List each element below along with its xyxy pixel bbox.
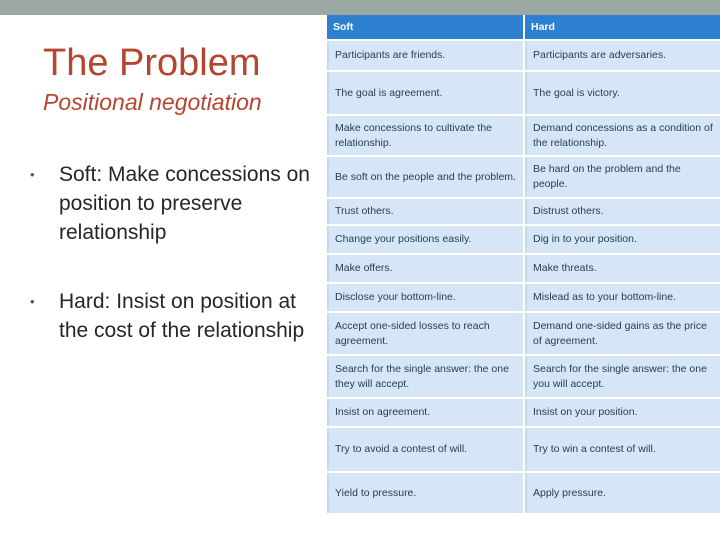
table-row <box>327 428 720 471</box>
cell-hard: Demand one-sided gains as the price of agreement. <box>525 313 720 354</box>
cell-soft: Disclose your bottom-line. <box>327 284 523 311</box>
cell-soft: Change your positions easily. <box>327 226 523 253</box>
bullet-term: Hard <box>59 290 105 313</box>
bullet-text: : Insist on position at the cost of the relationship <box>59 290 305 342</box>
cell-hard: Mislead as to your bottom-line. <box>525 284 720 311</box>
cell-hard: The goal is victory. <box>525 72 720 114</box>
table-row <box>327 473 720 513</box>
table-row <box>327 313 720 354</box>
table-row <box>327 399 720 426</box>
cell-hard: Apply pressure. <box>525 473 720 513</box>
cell-soft: Participants are friends. <box>327 41 523 70</box>
header-hard: Hard <box>525 15 720 39</box>
cell-soft: Make offers. <box>327 255 523 282</box>
cell-soft: Trust others. <box>327 199 523 224</box>
cell-hard: Dig in to your position. <box>525 226 720 253</box>
cell-soft: Be soft on the people and the problem. <box>327 157 523 197</box>
cell-soft: Search for the single answer: the one they will accept. <box>327 356 523 397</box>
bullet-dot-icon: • <box>30 167 35 182</box>
cell-hard: Insist on your position. <box>525 399 720 426</box>
cell-hard: Distrust others. <box>525 199 720 224</box>
bullet-text: : Make concessions on position to preserve relationship <box>59 163 310 244</box>
bullet-term: Soft <box>59 163 97 186</box>
table-row <box>327 226 720 253</box>
cell-soft: Try to avoid a contest of will. <box>327 428 523 471</box>
table-row <box>327 356 720 397</box>
cell-hard: Try to win a contest of will. <box>525 428 720 471</box>
bullet-dot-icon: • <box>30 294 35 309</box>
table-row <box>327 157 720 197</box>
table-row <box>327 255 720 282</box>
comparison-table-container <box>327 15 720 526</box>
bullet-soft <box>30 160 320 247</box>
cell-soft: Yield to pressure. <box>327 473 523 513</box>
cell-hard: Demand concessions as a condition of the relationship. <box>525 116 720 155</box>
table-row <box>327 116 720 155</box>
bullet-list <box>30 160 320 345</box>
slide-subtitle: Positional negotiation <box>43 89 262 115</box>
cell-soft: The goal is agreement. <box>327 72 523 114</box>
cell-soft: Accept one-sided losses to reach agreement. <box>327 313 523 354</box>
table-row <box>327 284 720 311</box>
header-soft: Soft <box>327 15 523 39</box>
cell-hard: Make threats. <box>525 255 720 282</box>
cell-hard: Search for the single answer: the one you will accept. <box>525 356 720 397</box>
bullet-hard <box>30 287 320 345</box>
table-header-row <box>327 15 720 39</box>
table-row <box>327 72 720 114</box>
table-row <box>327 41 720 70</box>
cell-soft: Insist on agreement. <box>327 399 523 426</box>
cell-soft: Make concessions to cultivate the relationship. <box>327 116 523 155</box>
table-row <box>327 199 720 224</box>
cell-hard: Be hard on the problem and the people. <box>525 157 720 197</box>
cell-hard: Participants are adversaries. <box>525 41 720 70</box>
comparison-table <box>325 13 720 515</box>
slide-title: The Problem <box>43 42 261 84</box>
